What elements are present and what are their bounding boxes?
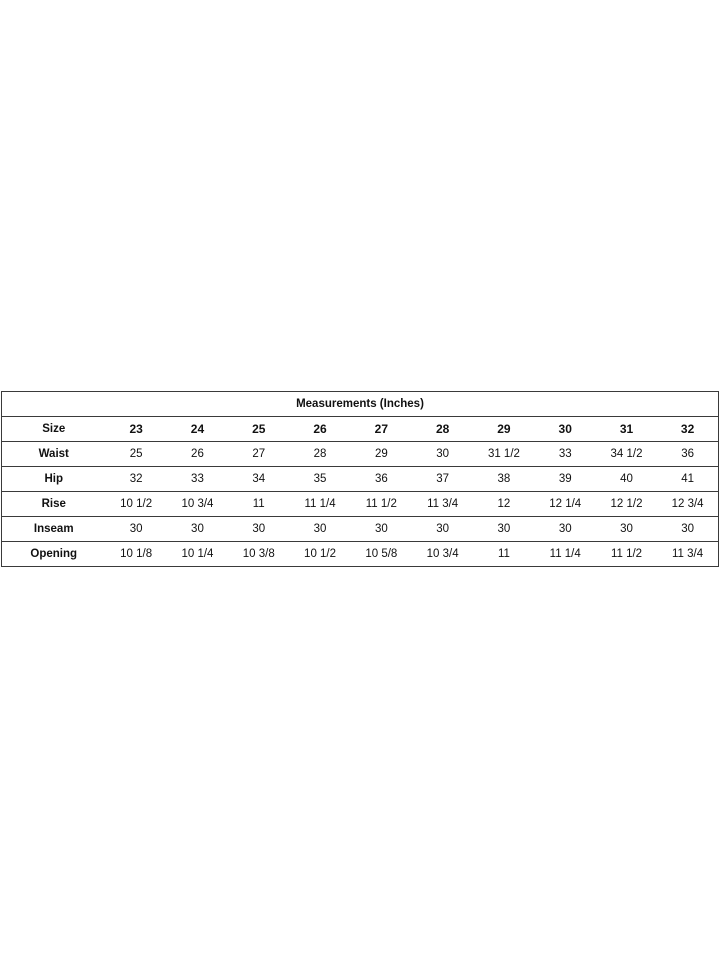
table-cell: 26: [167, 442, 228, 467]
size-cell: 27: [351, 417, 412, 442]
table-cell: 34 1/2: [596, 442, 657, 467]
table-cell: 25: [106, 442, 167, 467]
table-cell: 10 1/8: [120, 548, 153, 560]
table-cell: 11 1/2: [610, 548, 643, 560]
table-cell: 30: [351, 517, 412, 542]
table-row: [2, 467, 719, 492]
table-cell: 11 1/2: [351, 492, 412, 517]
table-cell: 36: [351, 467, 412, 492]
size-cell: 25: [228, 417, 289, 442]
row-label: Inseam: [2, 517, 106, 542]
size-cell: 24: [167, 417, 228, 442]
table-cell: 10 1/2: [304, 548, 337, 560]
table-cell: 32: [106, 467, 167, 492]
table-cell: 12: [473, 492, 534, 517]
table-cell: 29: [351, 442, 412, 467]
table-cell: 27: [228, 442, 289, 467]
table-cell: 31 1/2: [473, 442, 534, 467]
table-cell: 11: [497, 548, 510, 560]
size-cell: 32: [657, 417, 718, 442]
table-cell: 39: [535, 467, 596, 492]
table-cell: 12 3/4: [657, 492, 718, 517]
table-cell: 12 1/4: [535, 492, 596, 517]
table-cell: 30: [473, 517, 534, 542]
table-cell: 38: [473, 467, 534, 492]
row-label: Waist: [2, 442, 106, 467]
table-cell: 30: [167, 517, 228, 542]
table-cell: 30: [412, 442, 473, 467]
size-cell: 31: [596, 417, 657, 442]
row-label: Hip: [2, 467, 106, 492]
table-cell: 30: [289, 517, 350, 542]
table-cell: 11 1/4: [289, 492, 350, 517]
row-label: Opening: [30, 548, 78, 560]
table-cell: 10 5/8: [365, 548, 398, 560]
row-label: Rise: [2, 492, 106, 517]
table-cell: 12 1/2: [596, 492, 657, 517]
table-cell: 30: [535, 517, 596, 542]
table-cell: 30: [657, 517, 718, 542]
table-cell: 10 1/4: [181, 548, 214, 560]
title-row: [2, 392, 719, 417]
table-title: Measurements (Inches): [2, 392, 719, 417]
size-cell: 26: [289, 417, 350, 442]
measurements-table: [1, 391, 719, 567]
table-cell: 41: [657, 467, 718, 492]
size-cell: 28: [412, 417, 473, 442]
table-cell: 11 3/4: [412, 492, 473, 517]
size-cell: 29: [473, 417, 534, 442]
table-cell: 10 1/2: [106, 492, 167, 517]
size-row: [2, 417, 719, 442]
table-cell: 11: [228, 492, 289, 517]
table-cell: 35: [289, 467, 350, 492]
table-cell: 11 1/4: [549, 548, 581, 560]
size-cell: 30: [535, 417, 596, 442]
table-row: [2, 492, 719, 517]
table-cell: 30: [106, 517, 167, 542]
table-cell: 28: [289, 442, 350, 467]
table-cell: 33: [167, 467, 228, 492]
table-cell: 34: [228, 467, 289, 492]
size-cell: 23: [106, 417, 167, 442]
table-cell: 10 3/8: [242, 548, 275, 560]
table-cell: 10 3/4: [426, 548, 459, 560]
table-cell: 36: [657, 442, 718, 467]
table-cell: 37: [412, 467, 473, 492]
table-cell: 10 3/4: [167, 492, 228, 517]
table-row: [2, 442, 719, 467]
table-cell: 11 3/4: [672, 548, 704, 560]
table-row: [2, 517, 719, 542]
table-cell: 33: [535, 442, 596, 467]
table-cell: 30: [596, 517, 657, 542]
size-label: Size: [2, 417, 106, 442]
size-chart: [1, 391, 719, 567]
table-cell: 30: [412, 517, 473, 542]
table-cell: 30: [228, 517, 289, 542]
table-cell: 40: [596, 467, 657, 492]
table-row: [2, 542, 719, 567]
